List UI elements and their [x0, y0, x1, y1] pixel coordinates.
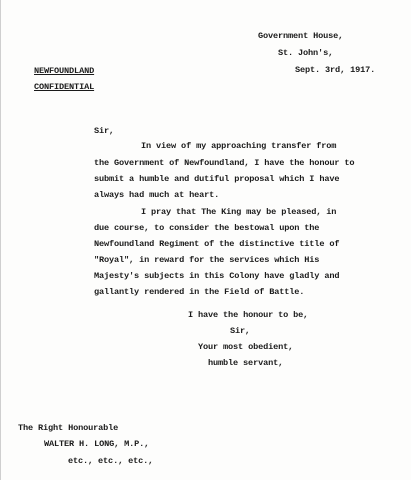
closing-line: I have the honour to be, [188, 310, 309, 320]
addressee-etc: etc., etc., etc., [68, 456, 154, 466]
closing-line: Sir, [230, 326, 251, 336]
address-line-1: Government House, [258, 31, 344, 41]
addressee-title: The Right Honourable [18, 423, 119, 433]
classification-marking: CONFIDENTIAL [34, 82, 95, 92]
salutation: Sir, [94, 126, 115, 136]
paragraph2-line: due course, to consider the bestowal upon the [94, 223, 320, 233]
paragraph1-line: the Government of Newfoundland, I have the honour to [94, 158, 355, 168]
scan-edge [0, 0, 1, 480]
paragraph1-line: submit a humble and dutiful proposal which I have [94, 174, 340, 184]
address-line-2: St. John's, [278, 48, 334, 58]
paragraph2-line: Majesty's subjects in this Colony have gladly and [94, 271, 340, 281]
classification-place: NEWFOUNDLAND [34, 66, 95, 76]
closing-line: Your most obedient, [198, 342, 294, 352]
paragraph2-line: I pray that The King may be pleased, in [141, 207, 337, 217]
paragraph1-line: always had much at heart. [94, 190, 220, 200]
addressee-name: WALTER H. LONG, M.P., [44, 439, 150, 449]
paragraph2-line: Newfoundland Regiment of the distinctive title of [94, 239, 340, 249]
closing-line: humble servant, [208, 358, 284, 368]
paragraph1-line: In view of my approaching transfer from [141, 141, 337, 151]
paragraph2-line: gallantly rendered in the Field of Battle. [94, 287, 305, 297]
letter-date: Sept. 3rd, 1917. [295, 65, 376, 75]
paragraph2-line: "Royal", in reward for the services which His [94, 255, 320, 265]
